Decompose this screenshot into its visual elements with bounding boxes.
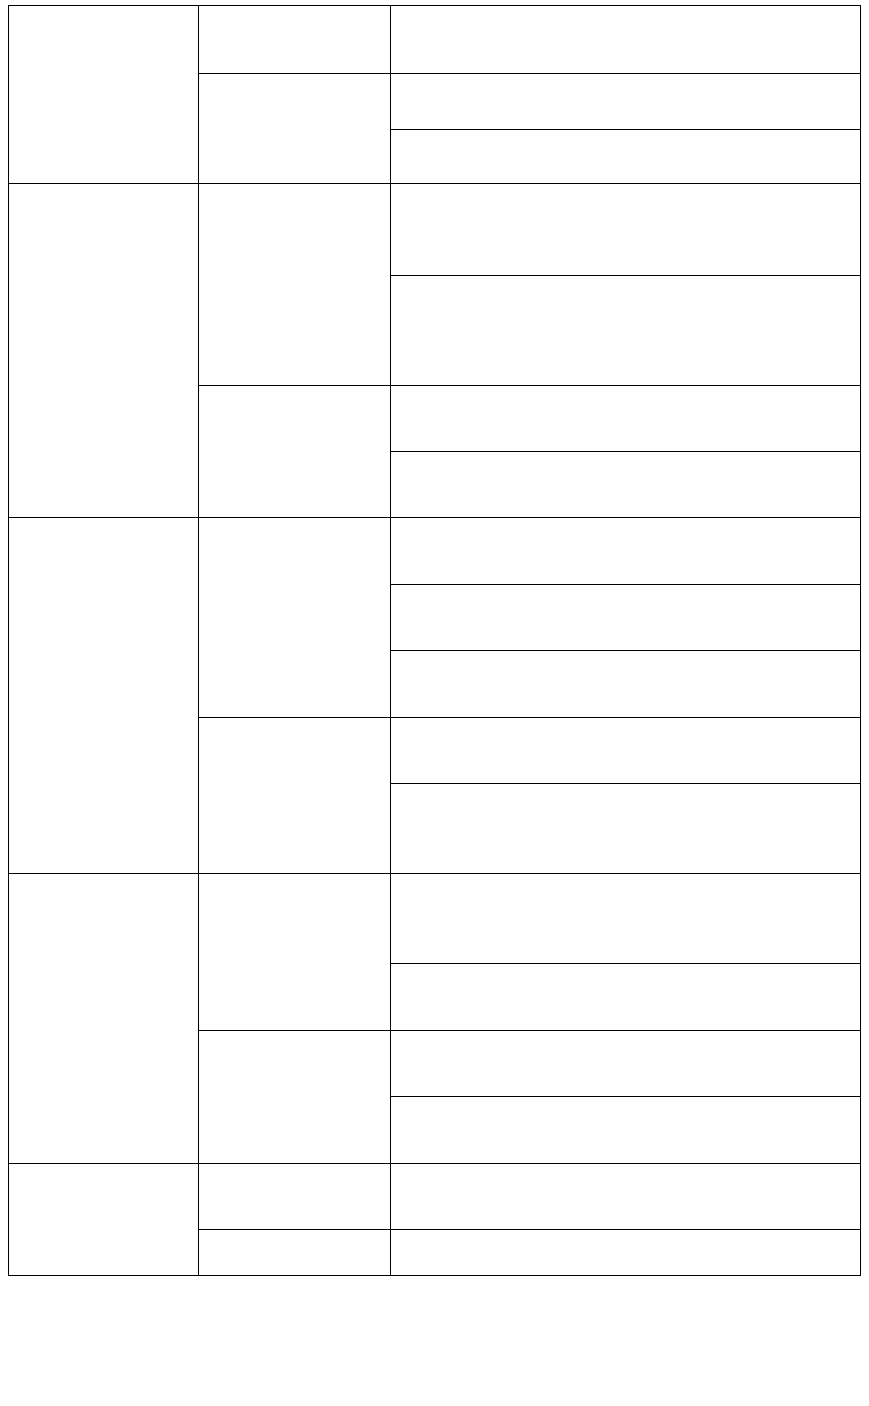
morning-label [199,184,391,386]
activity-cell [391,784,861,874]
day-label [9,184,199,518]
morning-label [199,6,391,74]
activity-cell [391,1031,861,1097]
afternoon-label [199,74,391,184]
activity-cell [391,1164,861,1230]
day-label [9,1164,199,1276]
morning-label [199,874,391,1031]
table-row [9,6,861,74]
activity-cell [391,718,861,784]
activity-cell [391,184,861,276]
day-label [9,6,199,184]
activity-cell [391,452,861,518]
table-row [9,518,861,585]
morning-label [199,518,391,718]
activity-cell [391,874,861,964]
table-row [9,184,861,276]
activity-cell [391,276,861,386]
afternoon-label [199,718,391,874]
afternoon-label [199,1230,391,1276]
activity-cell [391,964,861,1031]
activity-cell [391,651,861,718]
activity-cell [391,386,861,452]
table-row [9,1164,861,1230]
activity-cell [391,518,861,585]
table-row [9,874,861,964]
day-label [9,518,199,874]
day-label [9,874,199,1164]
morning-label [199,1164,391,1230]
activity-cell [391,74,861,130]
activity-cell [391,130,861,184]
schedule-table [8,5,861,1276]
afternoon-label [199,386,391,518]
activity-cell [391,6,861,74]
activity-cell [391,585,861,651]
schedule-body [9,6,861,1276]
activity-cell [391,1097,861,1164]
activity-cell [391,1230,861,1276]
afternoon-label [199,1031,391,1164]
